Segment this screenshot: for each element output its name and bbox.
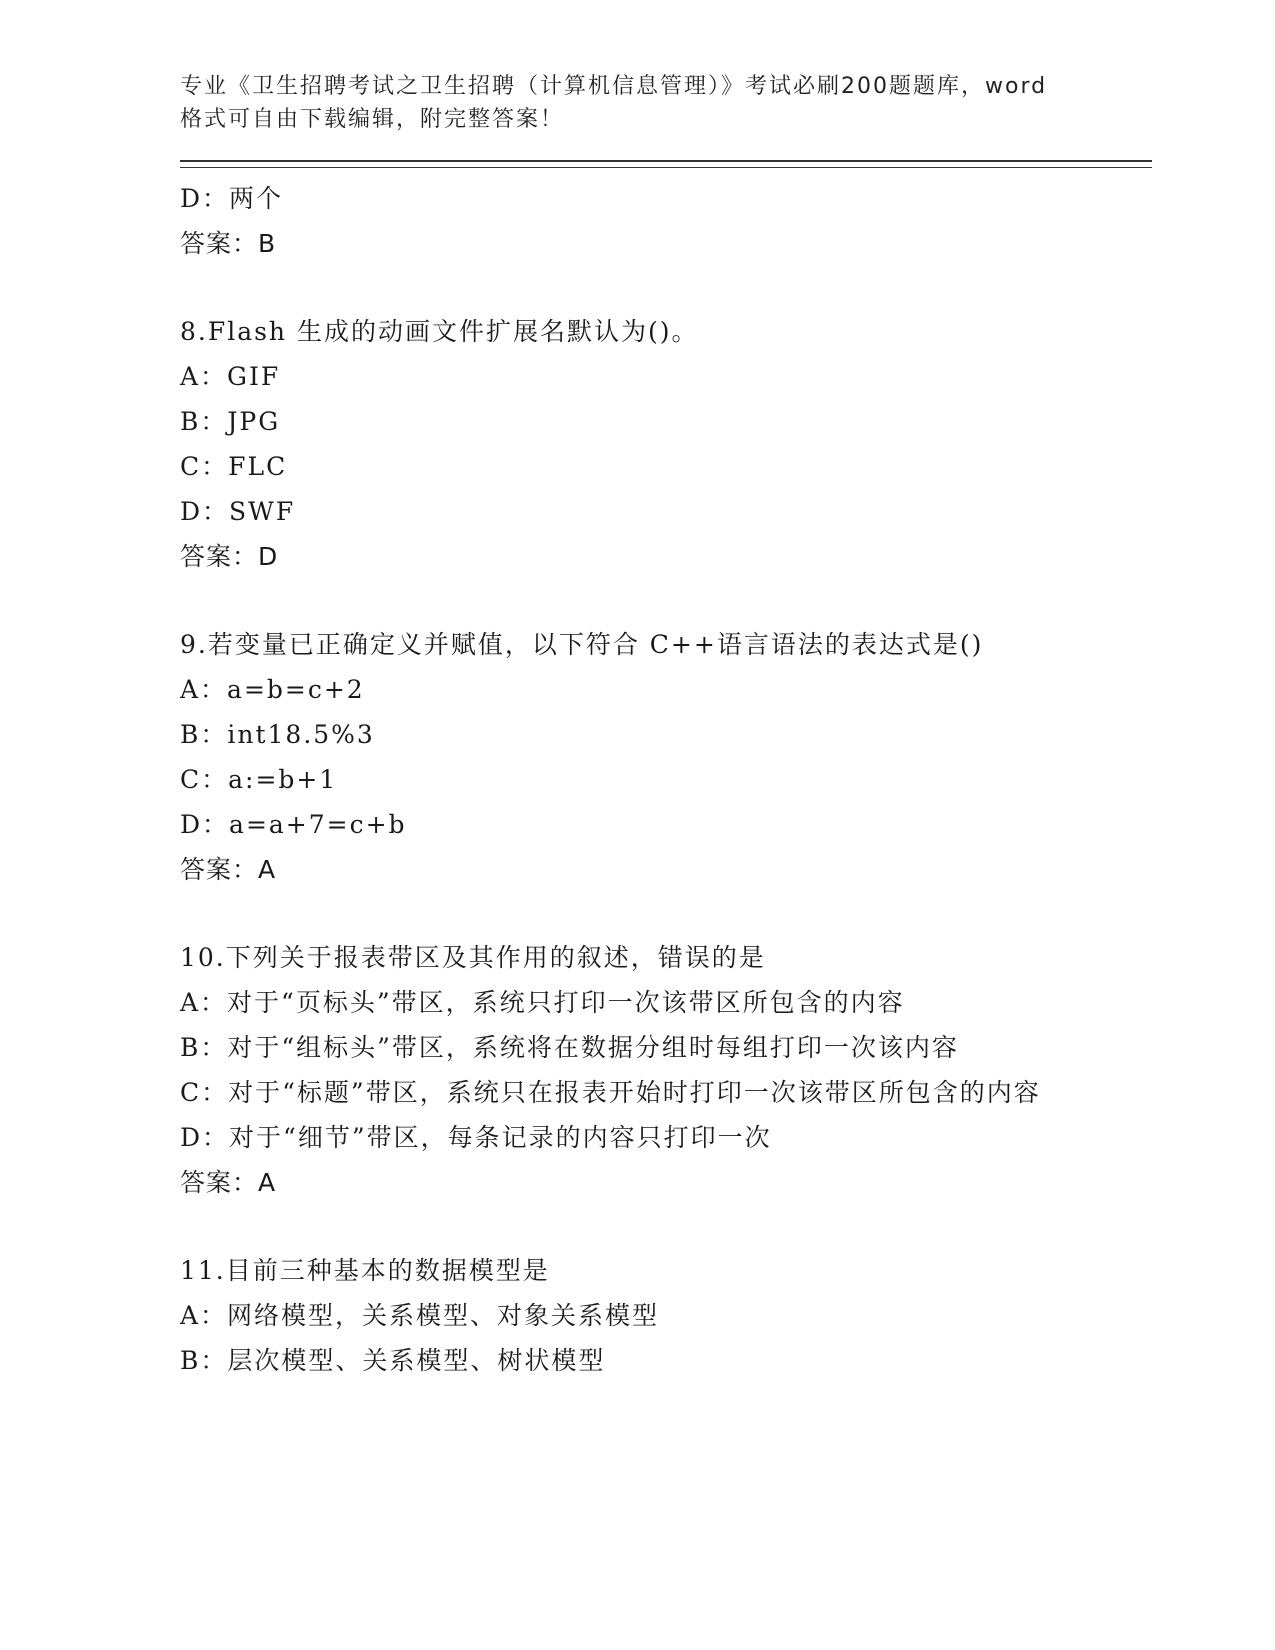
option-d: D：对于“细节”带区，每条记录的内容只打印一次 — [180, 1123, 772, 1152]
option-b: B：层次模型、关系模型、树状模型 — [180, 1346, 606, 1375]
question-stem: 9.若变量已正确定义并赋值，以下符合 C++语言语法的表达式是() — [180, 630, 984, 659]
option-c: C：对于“标题”带区，系统只在报表开始时打印一次该带区所包含的内容 — [180, 1078, 1041, 1107]
option-c: C：a:=b+1 — [180, 765, 338, 794]
option-a: A：网络模型，关系模型、对象关系模型 — [180, 1301, 660, 1330]
option-a: A：GIF — [180, 362, 281, 391]
option-b: B：JPG — [180, 407, 281, 436]
document-page — [180, 70, 1160, 1383]
question-11 — [180, 1248, 1160, 1383]
option-d: D：SWF — [180, 497, 296, 526]
option-d: D：两个 — [180, 184, 284, 213]
answer-line: 答案：D — [180, 542, 279, 571]
option-d: D：a=a+7=c+b — [180, 810, 407, 839]
option-b: B：对于“组标头”带区，系统将在数据分组时每组打印一次该内容 — [180, 1033, 959, 1062]
question-stem: 10.下列关于报表带区及其作用的叙述，错误的是 — [180, 943, 766, 972]
previous-question-tail — [180, 176, 1160, 266]
answer-line: 答案：A — [180, 855, 277, 884]
question-stem: 8.Flash 生成的动画文件扩展名默认为()。 — [180, 317, 699, 346]
question-list — [180, 176, 1160, 1383]
question-10 — [180, 935, 1160, 1205]
question-9 — [180, 622, 1160, 892]
answer-line: 答案：B — [180, 229, 277, 258]
option-a: A：对于“页标头”带区，系统只打印一次该带区所包含的内容 — [180, 988, 905, 1017]
header-divider — [180, 160, 1152, 168]
answer-line: 答案：A — [180, 1168, 277, 1197]
question-8 — [180, 309, 1160, 579]
option-c: C：FLC — [180, 452, 288, 481]
option-b: B：int18.5%3 — [180, 720, 375, 749]
question-stem: 11.目前三种基本的数据模型是 — [180, 1256, 550, 1285]
document-header: 专业《卫生招聘考试之卫生招聘（计算机信息管理）》考试必刷200题题库，word格式可自由下载编辑，附完整答案！ — [180, 74, 1048, 132]
option-a: A：a=b=c+2 — [180, 675, 365, 704]
